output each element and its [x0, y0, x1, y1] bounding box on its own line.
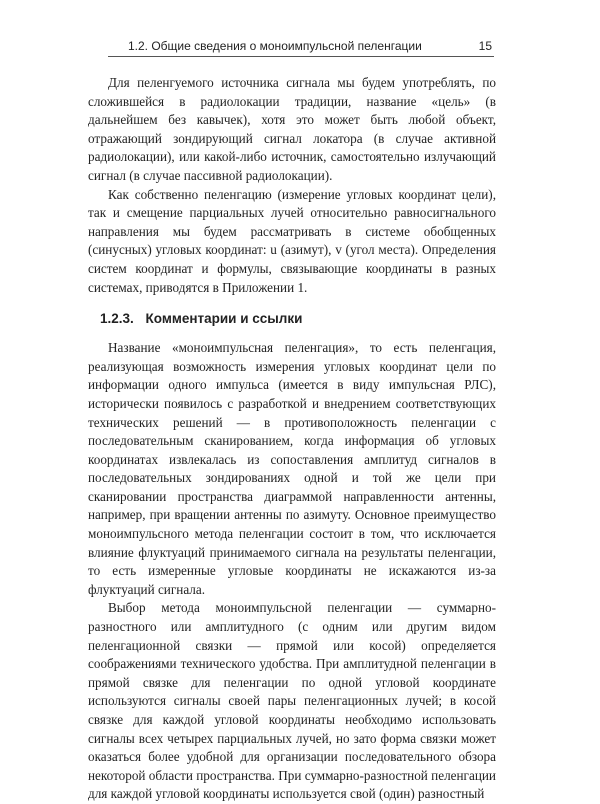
section-heading	[88, 310, 496, 328]
running-header	[108, 36, 494, 57]
page-number: 15	[478, 39, 492, 53]
section-title: Комментарии и ссылки	[145, 311, 303, 327]
running-title: 1.2. Общие сведения о моноимпульсной пеленгации	[128, 39, 422, 53]
section-number: 1.2.3.	[100, 311, 134, 327]
paragraph-target-definition: Для пеленгуемого источника сигнала мы будем употреблять, по сложившейся в радиолокации традиции, название «цель» (в дальнейшем без кавычек), хотя это может быть любой объект, отражающий зондирующий сигнал локатора (в случае активной радиолокации), или какой-либо источник, самостоятельно излучающий сигнал (в случае пассивной радиолокации).	[88, 75, 496, 183]
paragraph-method-choice: Выбор метода моноимпульсной пеленгации — суммарно-разностного или амплитудного (с одним или другим видом пеленгационной связки — прямой или косой) определяется соображениями технического удобства. При амплитудной пеленгации в прямой связке для пеленгации по одной угловой координате используются сигналы своей пары пеленгационных лучей; в косой связке для каждой угловой координаты необходимо использовать сигналы всех четырех парциальных лучей, но зато форма связки может оказаться более удобной для организации последовательного обзора некоторой области пространства. При суммарно-разностной пеленгации для каждой угловой координаты используется свой (один) разностный	[88, 600, 496, 802]
paragraph-coordinate-system: Как собственно пеленгацию (измерение угловых координат цели), так и смещение парциальных лучей относительно равносигнального направления мы будем рассматривать в системе обобщенных (синусных) угловых координат: u (азимут), v (угол места). Определения систем координат и формулы, связывающие координаты в разных системах, приводятся в Приложении 1.	[88, 186, 496, 295]
paragraph-monopulse-history: Название «моноимпульсная пеленгация», то есть пеленгация, реализующая возможность измерения угловых координат цели по информации одного импульса (имеется в виду импульсная РЛС), исторически появилось с разработкой и внедрением соответствующих технических решений — в противоположность пеленгации с последовательным сканированием, когда информация об угловых координатах извлекалась из сопоставления амплитуд сигналов в последовательных зондированиях одной и той же цели при сканировании пространства диаграммой направленности антенны, например, при вращении антенны по азимуту. Основное преимущество моноимпульсного метода пеленгации состоит в том, что исключается влияние флуктуаций принимаемого сигнала на результаты пеленгации, то есть измеренные угловые координаты не искажаются из-за флуктуаций сигнала.	[88, 340, 496, 597]
body-text	[88, 74, 496, 804]
